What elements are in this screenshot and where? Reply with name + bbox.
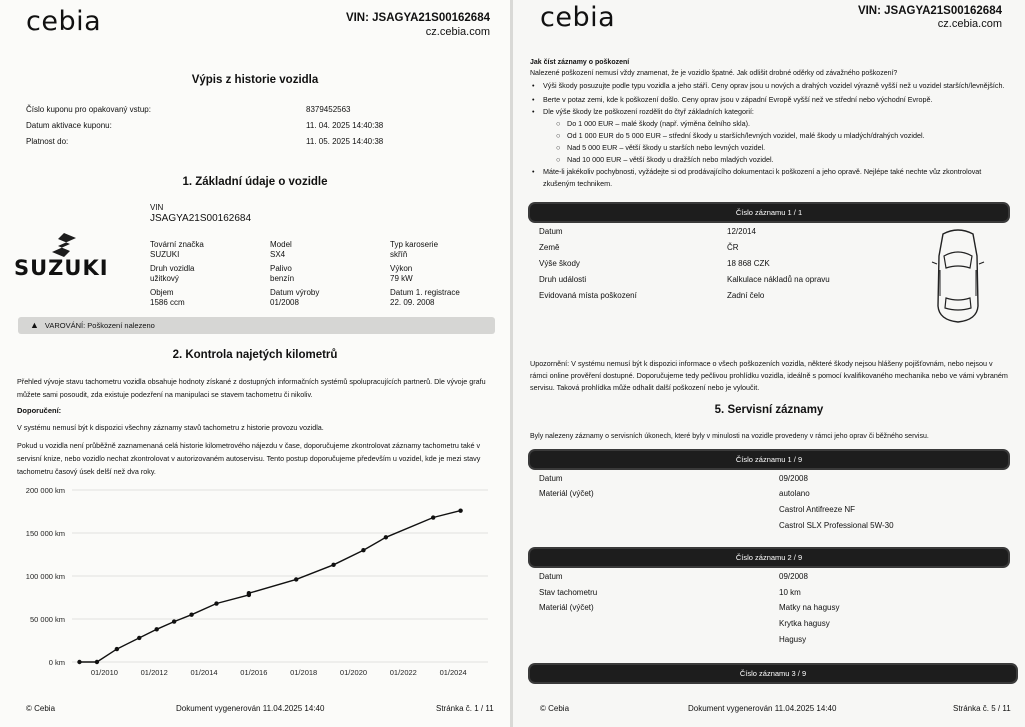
coupon-label: Číslo kuponu pro opakovaný vstup:: [26, 105, 151, 114]
chart-x-tick-label: 01/2022: [389, 668, 417, 677]
howto-bullet-text: Výši škody posuzujte podle typu vozidla a jeho stáří. Ceny oprav jsou u nových a drahých vozidel výrazně vyšší než u vozidel starších/levnějších.: [543, 81, 1005, 90]
coupon-value: 8379452563: [306, 105, 351, 114]
chart-x-tick-label: 01/2024: [439, 668, 467, 677]
chart-data-point: [154, 627, 158, 631]
damage-location-value: Zadní čelo: [727, 291, 765, 300]
damage-event-value: Kalkulace nákladů na opravu: [727, 275, 830, 284]
service2-date-value: 09/2008: [779, 572, 808, 581]
chart-data-point: [214, 601, 218, 605]
damage-amount-label: Výše škody: [539, 259, 580, 268]
suzuki-logo-icon: [50, 232, 78, 258]
service1-date-label: Datum: [539, 474, 563, 483]
chart-data-point: [458, 508, 462, 512]
howto-title: Jak číst záznamy o poškození: [530, 59, 630, 66]
service2-material-label: Materiál (výčet): [539, 603, 594, 612]
vin-header: [346, 12, 490, 38]
footer-generated: Dokument vygenerován 11.04.2025 14:40: [688, 704, 837, 713]
footer-page-number: Stránka č. 5 / 11: [953, 704, 1011, 713]
chart-y-tick-label: 100 000 km: [25, 572, 65, 581]
site-link[interactable]: cz.cebia.com: [425, 26, 490, 38]
damage-date-value: 12/2014: [727, 227, 756, 236]
service1-material-label: Materiál (výčet): [539, 489, 594, 498]
car-top-view-icon: [931, 226, 985, 326]
section-2-title: 2. Kontrola najetých kilometrů: [172, 349, 338, 361]
service2-date-label: Datum: [539, 572, 563, 581]
howto-bullets: [530, 80, 1008, 190]
service-record-1-header: Číslo záznamu 1 / 9: [530, 451, 1008, 468]
howto-bullet-text: Berte v potaz zemi, kde k poškození došlo. Ceny oprav jsou v západní Evropě vyšší než ve střední nebo východní Evropě.: [543, 95, 933, 104]
recommendation-label: Doporučení:: [17, 406, 62, 415]
howto-bullet: • Dle výše škody lze poškození rozdělit do čtyř základních kategorií:: [532, 107, 754, 116]
service1-material: Castrol Antifreeze NF: [779, 505, 856, 514]
damage-category-text: Do 1 000 EUR – malé škody (např. výměna čelního skla).: [567, 119, 750, 128]
damage-notice: Upozornění: V systému nemusí být k dispozici informace o všech poškozeních vozidla, některé škody nejsou hlášeny pojišťovnám, nebo nejsou v rámci online prověření dostupné. Doporučujeme tedy pečlivou prohlídku vozidla, ideálně s pomocí kvalifikovaného mechanika nebo ve vámi vybraném servisu. Taková prohlídka může odhalit další poškození nebo je vyloučit.: [530, 359, 1008, 392]
spec-power-value: 79 kW: [390, 274, 413, 283]
vin-header: [858, 5, 1002, 30]
spec-model-value: SX4: [270, 250, 286, 259]
spec-power-label: Výkon: [390, 264, 413, 273]
spec-registration-value: 22. 09. 2008: [390, 298, 435, 307]
damage-record-header: Číslo záznamu 1 / 1: [530, 204, 1008, 221]
spec-registration-label: Datum 1. registrace: [390, 288, 460, 297]
footer-generated: Dokument vygenerován 11.04.2025 14:40: [176, 704, 325, 713]
damage-category-text: Od 1 000 EUR do 5 000 EUR – střední škody u starších/levných vozidel, malé škody u mladých/drahých vozidel.: [567, 131, 925, 140]
chart-y-tick-label: 0 km: [48, 658, 65, 667]
odometer-intro: Přehled vývoje stavu tachometru vozidla obsahuje hodnoty získané z dostupných informačních systémů spolupracujících partnerů. Dle vývoje grafu můžete sami posoudit, zda existuje podezření na manipulaci se stavem tachometru či nikoliv.: [17, 377, 486, 399]
spec-type-label: Druh vozidla: [150, 264, 195, 273]
howto-bullet: • Máte-li jakékoliv pochybnosti, vyžádejte si od prodávajícího dokumentaci k poškození a jeho opravě. Nejlépe také nechte vůz zkontrolovat zkušeným technikem.: [532, 167, 982, 188]
vin-header-text: VIN: JSAGYA21S00162684: [857, 5, 1002, 17]
validity-label: Platnost do:: [26, 137, 69, 146]
warning-icon: ▲: [30, 320, 39, 330]
chart-x-tick-label: 01/2012: [140, 668, 168, 677]
recommendation-text: V systému nemusí být k dispozici všechny záznamy stavů tachometru z historie provozu vozidla.: [17, 423, 324, 432]
damage-amount-value: 18 868 CZK: [727, 259, 770, 268]
howto-intro: Nalezené poškození nemusí vždy znamenat, že je vozidlo špatné. Jak odlišit drobné oděrky od závažného poškození?: [530, 70, 898, 77]
odometer-chart: [0, 478, 510, 683]
chart-y-tick-label: 150 000 km: [25, 529, 65, 538]
service1-date-value: 09/2008: [779, 474, 808, 483]
chart-data-point: [361, 548, 365, 552]
validity-value: 11. 05. 2025 14:40:38: [306, 137, 384, 146]
vin-value: JSAGYA21S00162684: [150, 213, 252, 224]
recommendation-detail: Pokud u vozidla není průběžně zaznamenaná celá historie kilometrového nájezdu v čase, doporučujeme zkontrolovat záznamy tachometru také v servisní knize, nebo vozidlo nechat zkontrolovat v autorizovaném autoservisu. Tento postup doporučujeme především u vozidel, kde je mezi stavy tachometru časový úsek delší než dva roky.: [17, 441, 481, 476]
chart-y-tick-label: 50 000 km: [29, 615, 65, 624]
section-5-intro: Byly nalezeny záznamy o servisních úkonech, které byly v minulosti na vozidle provedeny v rámci jeho oprav či běžného servisu.: [530, 433, 929, 440]
spec-type-value: užitkový: [150, 274, 179, 283]
service2-material: Krytka hagusy: [779, 619, 830, 628]
footer-page-number: Stránka č. 1 / 11: [436, 704, 494, 713]
damage-category: ○ Nad 5 000 EUR – větší škody u starších nebo levných vozidel.: [556, 143, 766, 152]
chart-x-tick-label: 01/2018: [290, 668, 318, 677]
damage-country-label: Země: [539, 243, 560, 252]
activation-label: Datum aktivace kuponu:: [26, 121, 112, 130]
activation-value: 11. 04. 2025 14:40:38: [306, 121, 384, 130]
service1-material: autolano: [779, 489, 810, 498]
site-link[interactable]: cz.cebia.com: [937, 18, 1002, 30]
section-1-title: 1. Základní údaje o vozidle: [182, 176, 328, 188]
damage-category-text: Nad 10 000 EUR – větší škody u dražších nebo mladých vozidel.: [567, 155, 774, 164]
damage-event-label: Druh události: [539, 275, 587, 284]
howto-bullet: • Výši škody posuzujte podle typu vozidla a jeho stáří. Ceny oprav jsou u nových a drahých vozidel výrazně vyšší než u vozidel starších/levnějších.: [532, 81, 1005, 90]
footer-copyright: © Cebia: [540, 704, 570, 713]
service1-material: Castrol SLX Professional 5W-30: [779, 521, 894, 530]
damage-category-text: Nad 5 000 EUR – větší škody u starších nebo levných vozidel.: [567, 143, 766, 152]
spec-brand-label: Tovární značka: [150, 240, 204, 249]
chart-data-point: [137, 636, 141, 640]
damage-country-value: ČR: [727, 243, 739, 252]
damage-warning-banner: [18, 317, 495, 334]
spec-brand-value: SUZUKI: [150, 250, 180, 259]
chart-data-point: [384, 535, 388, 539]
report-page-1: [0, 0, 510, 727]
chart-data-point: [247, 591, 251, 595]
service2-odometer-value: 10 km: [779, 588, 801, 597]
cebia-logo: cebia: [26, 6, 102, 37]
service2-odometer-label: Stav tachometru: [539, 588, 598, 597]
service2-material: Matky na hagusy: [779, 603, 840, 612]
damage-category: ○ Od 1 000 EUR do 5 000 EUR – střední škody u starších/levných vozidel, malé škody u mladých/drahých vozidel.: [556, 131, 925, 140]
service-record-2-header: Číslo záznamu 2 / 9: [530, 549, 1008, 566]
chart-data-point: [95, 660, 99, 664]
chart-data-point: [172, 619, 176, 623]
chart-data-point: [431, 515, 435, 519]
chart-data-point: [294, 577, 298, 581]
spec-body-label: Typ karoserie: [390, 240, 439, 249]
howto-bullet-text: Máte-li jakékoliv pochybnosti, vyžádejte si od prodávajícího dokumentaci k poškození a jeho opravě. Nejlépe také nechte vůz zkontrolovat zkušeným technikem.: [543, 167, 982, 188]
spec-fuel-label: Palivo: [270, 264, 292, 273]
spec-body-value: skříň: [390, 250, 408, 259]
damage-category: ○ Nad 10 000 EUR – větší škody u dražších nebo mladých vozidel.: [556, 155, 774, 164]
brand-logo: SUZUKI: [14, 256, 109, 280]
warning-text: VAROVÁNÍ: Poškození nalezeno: [44, 321, 155, 330]
spec-manufacture-value: 01/2008: [270, 298, 299, 307]
howto-bullet-text: Dle výše škody lze poškození rozdělit do čtyř základních kategorií:: [543, 107, 754, 116]
chart-x-tick-label: 01/2020: [339, 668, 368, 677]
page-title: Výpis z historie vozidla: [191, 74, 319, 86]
chart-x-tick-label: 01/2010: [90, 668, 118, 677]
damage-category: ○ Do 1 000 EUR – malé škody (např. výměna čelního skla).: [556, 119, 750, 128]
chart-x-tick-label: 01/2014: [190, 668, 218, 677]
chart-data-point: [331, 563, 335, 567]
damage-location-label: Evidovaná místa poškození: [539, 291, 637, 300]
damage-date-label: Datum: [539, 227, 563, 236]
cebia-logo: cebia: [540, 2, 616, 33]
chart-data-point: [115, 647, 119, 651]
chart-data-point: [189, 613, 193, 617]
spec-manufacture-label: Datum výroby: [270, 288, 320, 297]
howto-bullet: • Berte v potaz zemi, kde k poškození došlo. Ceny oprav jsou v západní Evropě vyšší než ve střední nebo východní Evropě.: [532, 95, 933, 104]
footer-copyright: © Cebia: [26, 704, 56, 713]
spec-fuel-value: benzín: [270, 274, 295, 283]
spec-volume-value: 1586 ccm: [150, 298, 185, 307]
service-record-3-header: Číslo záznamu 3 / 9: [530, 665, 1016, 682]
chart-y-tick-label: 200 000 km: [25, 486, 65, 495]
service2-material: Hagusy: [779, 635, 807, 644]
vin-header-text: VIN: JSAGYA21S00162684: [345, 12, 490, 24]
spec-model-label: Model: [270, 240, 292, 249]
chart-x-tick-label: 01/2016: [240, 668, 268, 677]
report-page-5: [513, 0, 1025, 727]
spec-volume-label: Objem: [150, 288, 174, 297]
chart-data-point: [77, 660, 81, 664]
section-5-title: 5. Servisní záznamy: [714, 404, 824, 416]
vin-label: VIN: [150, 203, 164, 212]
